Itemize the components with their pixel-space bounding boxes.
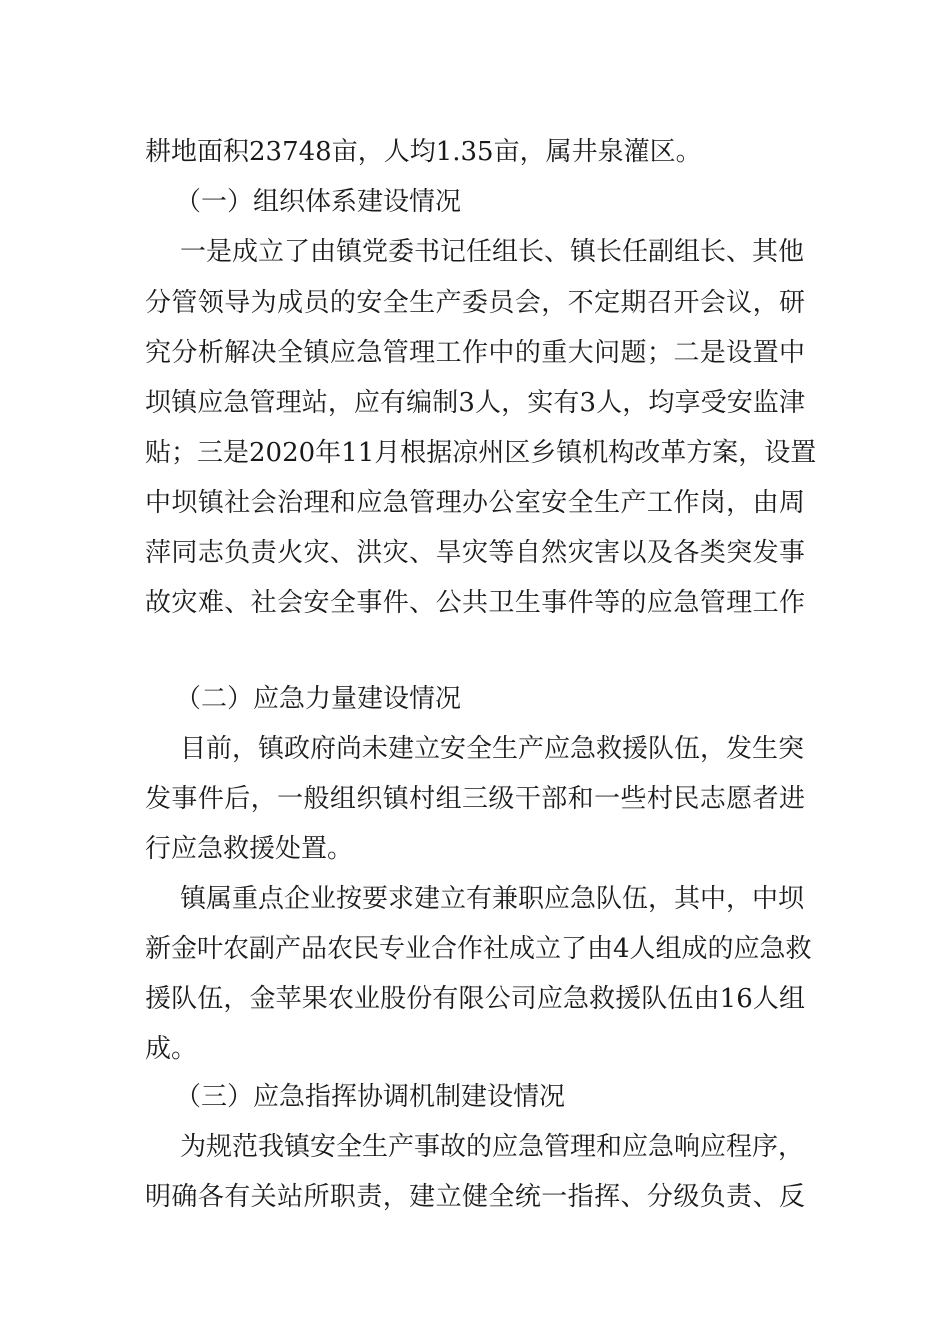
paragraph-text: 坝镇应急管理站，应有编制3人，实有3人，均享受安监津: [145, 388, 805, 418]
heading-text: （二）应急力量建设情况: [175, 684, 462, 714]
section-heading-3: [0, 1077, 950, 1117]
body-line-10: [0, 583, 950, 623]
body-line-17: [0, 979, 950, 1019]
heading-text: （三）应急指挥协调机制建设情况: [175, 1082, 566, 1112]
body-line-21: [0, 1177, 950, 1217]
body-line-4: [0, 283, 950, 323]
paragraph-text: 援队伍，金苹果农业股份有限公司应急救援队伍由16人组: [145, 984, 805, 1014]
section-heading-2: [0, 679, 950, 719]
paragraph-text: 分管领导为成员的安全生产委员会，不定期召开会议，研: [145, 288, 805, 318]
paragraph-text: 中坝镇社会治理和应急管理办公室安全生产工作岗，由周: [145, 488, 805, 518]
body-line-9: [0, 533, 950, 573]
paragraph-text: 新金叶农副产品农民专业合作社成立了由4人组成的应急救: [145, 934, 812, 964]
paragraph-text: 镇属重点企业按要求建立有兼职应急队伍，其中，中坝: [180, 884, 805, 914]
paragraph-text: 成。: [145, 1034, 198, 1064]
body-line-3: [0, 232, 950, 272]
paragraph-text: 耕地面积23748亩，人均1.35亩，属井泉灌区。: [145, 137, 702, 167]
body-line-5: [0, 333, 950, 373]
body-line-6: [0, 383, 950, 423]
paragraph-text: 究分析解决全镇应急管理工作中的重大问题；二是设置中: [145, 338, 805, 368]
paragraph-text: 为规范我镇安全生产事故的应急管理和应急响应程序，: [180, 1132, 805, 1162]
paragraph-text: 目前，镇政府尚未建立安全生产应急救援队伍，发生突: [180, 734, 805, 764]
body-line-14: [0, 829, 950, 869]
body-line-13: [0, 779, 950, 819]
paragraph-text: 行应急救援处置。: [145, 834, 354, 864]
paragraph-text: 明确各有关站所职责，建立健全统一指挥、分级负责、反: [145, 1182, 805, 1212]
body-line-20: [0, 1127, 950, 1167]
body-line-7: [0, 433, 950, 473]
body-line-15: [0, 879, 950, 919]
paragraph-text: 萍同志负责火灾、洪灾、旱灾等自然灾害以及各类突发事: [145, 538, 805, 568]
body-line-12: [0, 729, 950, 769]
body-line-8: [0, 483, 950, 523]
paragraph-text: 发事件后，一般组织镇村组三级干部和一些村民志愿者进: [145, 784, 805, 814]
heading-text: （一）组织体系建设情况: [175, 187, 462, 217]
section-heading-1: [0, 182, 950, 222]
body-line-18: [0, 1029, 950, 1069]
paragraph-text: 一是成立了由镇党委书记任组长、镇长任副组长、其他: [180, 237, 805, 267]
body-line-1: [0, 132, 950, 172]
paragraph-text: 故灾难、社会安全事件、公共卫生事件等的应急管理工作: [145, 588, 805, 618]
body-line-16: [0, 929, 950, 969]
paragraph-text: 贴；三是2020年11月根据凉州区乡镇机构改革方案，设置: [145, 438, 817, 468]
